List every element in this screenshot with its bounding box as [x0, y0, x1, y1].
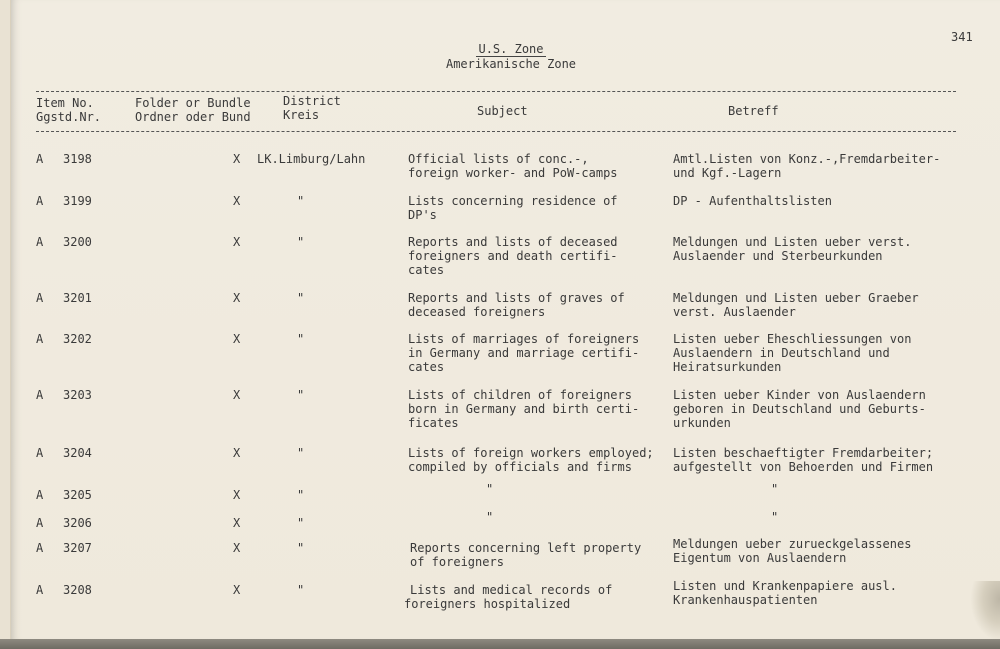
row-item-number: 3199	[63, 194, 92, 208]
row-item-number: 3202	[63, 332, 92, 346]
page-curl	[970, 581, 1000, 641]
row-betreff-line: Heiratsurkunden	[673, 360, 782, 374]
row-betreff-line: Meldungen und Listen ueber verst.	[673, 235, 912, 249]
page-bottom-edge	[0, 639, 1000, 649]
row-subject-line: foreigners and death certifi-	[408, 249, 618, 263]
row-betreff-line: Auslaendern in Deutschland und	[673, 346, 890, 360]
header-folder: Folder or Bundle Ordner oder Bund	[135, 96, 251, 124]
row-betreff-line: Auslaender und Sterbeurkunden	[673, 249, 883, 263]
row-item-number: 3198	[63, 152, 92, 166]
row-folder-mark: X	[233, 332, 241, 346]
row-subject-line: "	[486, 510, 494, 524]
row-betreff-line: Meldungen und Listen ueber Graeber	[673, 291, 919, 305]
row-item-number: 3207	[63, 541, 92, 555]
row-subject-line: ficates	[408, 416, 459, 430]
row-betreff-line: urkunden	[673, 416, 731, 430]
row-betreff-line: "	[771, 482, 779, 496]
row-subject-line: born in Germany and birth certi-	[408, 402, 640, 416]
row-subject-line: Lists concerning residence of	[408, 194, 618, 208]
row-folder-mark: X	[233, 194, 241, 208]
row-subject-line: of foreigners	[410, 555, 504, 569]
row-letter: A	[36, 388, 44, 402]
row-betreff-line: geboren in Deutschland und Geburts-	[673, 402, 926, 416]
row-district: "	[297, 583, 305, 597]
row-betreff-line: Listen beschaeftigter Fremdarbeiter;	[673, 446, 934, 460]
row-folder-mark: X	[233, 291, 241, 305]
page-title	[0, 42, 1000, 71]
row-letter: A	[36, 152, 44, 166]
row-item-number: 3200	[63, 235, 92, 249]
row-letter: A	[36, 583, 44, 597]
header-item-no: Item No. Ggstd.Nr.	[36, 96, 102, 124]
row-subject-line: cates	[408, 263, 445, 277]
row-betreff-line: verst. Auslaender	[673, 305, 796, 319]
row-subject-line: Lists of foreign workers employed;	[408, 446, 654, 460]
row-betreff-line: Listen ueber Kinder von Auslaendern	[673, 388, 926, 402]
row-subject-line: Reports concerning left property	[410, 541, 642, 555]
row-subject-line: Official lists of conc.-,	[408, 152, 589, 166]
row-district: "	[297, 446, 305, 460]
row-folder-mark: X	[233, 516, 241, 530]
row-district: "	[297, 235, 305, 249]
header-betreff: Betreff	[728, 104, 779, 118]
row-district: "	[297, 488, 305, 502]
header-top-rule	[36, 91, 956, 92]
row-letter: A	[36, 488, 44, 502]
row-item-number: 3208	[63, 583, 92, 597]
row-district: LK.Limburg/Lahn	[257, 152, 366, 166]
row-betreff-line: Meldungen ueber zurueckgelassenes	[673, 537, 912, 551]
row-subject-line: foreigners hospitalized	[404, 597, 571, 611]
row-letter: A	[36, 332, 44, 346]
row-folder-mark: X	[233, 541, 241, 555]
row-district: "	[297, 194, 305, 208]
header-district: District Kreis	[283, 94, 341, 122]
row-letter: A	[36, 446, 44, 460]
page-number: 341	[951, 30, 973, 44]
row-subject-line: Lists of children of foreigners	[408, 388, 632, 402]
row-folder-mark: X	[233, 235, 241, 249]
row-item-number: 3205	[63, 488, 92, 502]
title-amerikanische-zone: Amerikanische Zone	[445, 57, 577, 71]
row-item-number: 3204	[63, 446, 92, 460]
row-betreff-line: Eigentum von Auslaendern	[673, 551, 847, 565]
row-district: "	[297, 516, 305, 530]
row-letter: A	[36, 291, 44, 305]
row-betreff-line: Listen und Krankenpapiere ausl.	[673, 579, 897, 593]
row-folder-mark: X	[233, 446, 241, 460]
row-folder-mark: X	[233, 152, 241, 166]
row-item-number: 3201	[63, 291, 92, 305]
header-bottom-rule	[36, 131, 956, 132]
row-subject-line: Reports and lists of graves of	[408, 291, 625, 305]
row-subject-line: deceased foreigners	[408, 305, 546, 319]
row-district: "	[297, 291, 305, 305]
title-us-zone: U.S. Zone	[478, 42, 544, 56]
row-folder-mark: X	[233, 488, 241, 502]
row-betreff-line: Krankenhauspatienten	[673, 593, 818, 607]
row-letter: A	[36, 235, 44, 249]
row-betreff-line: DP - Aufenthaltslisten	[673, 194, 832, 208]
row-subject-line: compiled by officials and firms	[408, 460, 632, 474]
row-subject-line: "	[486, 482, 494, 496]
row-folder-mark: X	[233, 388, 241, 402]
row-letter: A	[36, 541, 44, 555]
row-betreff-line: Listen ueber Eheschliessungen von	[673, 332, 912, 346]
row-item-number: 3203	[63, 388, 92, 402]
row-betreff-line: aufgestellt von Behoerden und Firmen	[673, 460, 934, 474]
row-district: "	[297, 541, 305, 555]
row-letter: A	[36, 194, 44, 208]
row-betreff-line: Amtl.Listen von Konz.-,Fremdarbeiter-	[673, 152, 941, 166]
row-subject-line: Reports and lists of deceased	[408, 235, 618, 249]
row-district: "	[297, 388, 305, 402]
row-district: "	[297, 332, 305, 346]
row-folder-mark: X	[233, 583, 241, 597]
row-letter: A	[36, 516, 44, 530]
row-subject-line: in Germany and marriage certifi-	[408, 346, 640, 360]
row-subject-line: cates	[408, 360, 445, 374]
row-item-number: 3206	[63, 516, 92, 530]
row-subject-line: Lists of marriages of foreigners	[408, 332, 640, 346]
row-subject-line: Lists and medical records of	[410, 583, 613, 597]
row-betreff-line: und Kgf.-Lagern	[673, 166, 782, 180]
row-subject-line: DP's	[408, 208, 437, 222]
row-subject-line: foreign worker- and PoW-camps	[408, 166, 618, 180]
header-subject: Subject	[477, 104, 528, 118]
row-betreff-line: "	[771, 510, 779, 524]
